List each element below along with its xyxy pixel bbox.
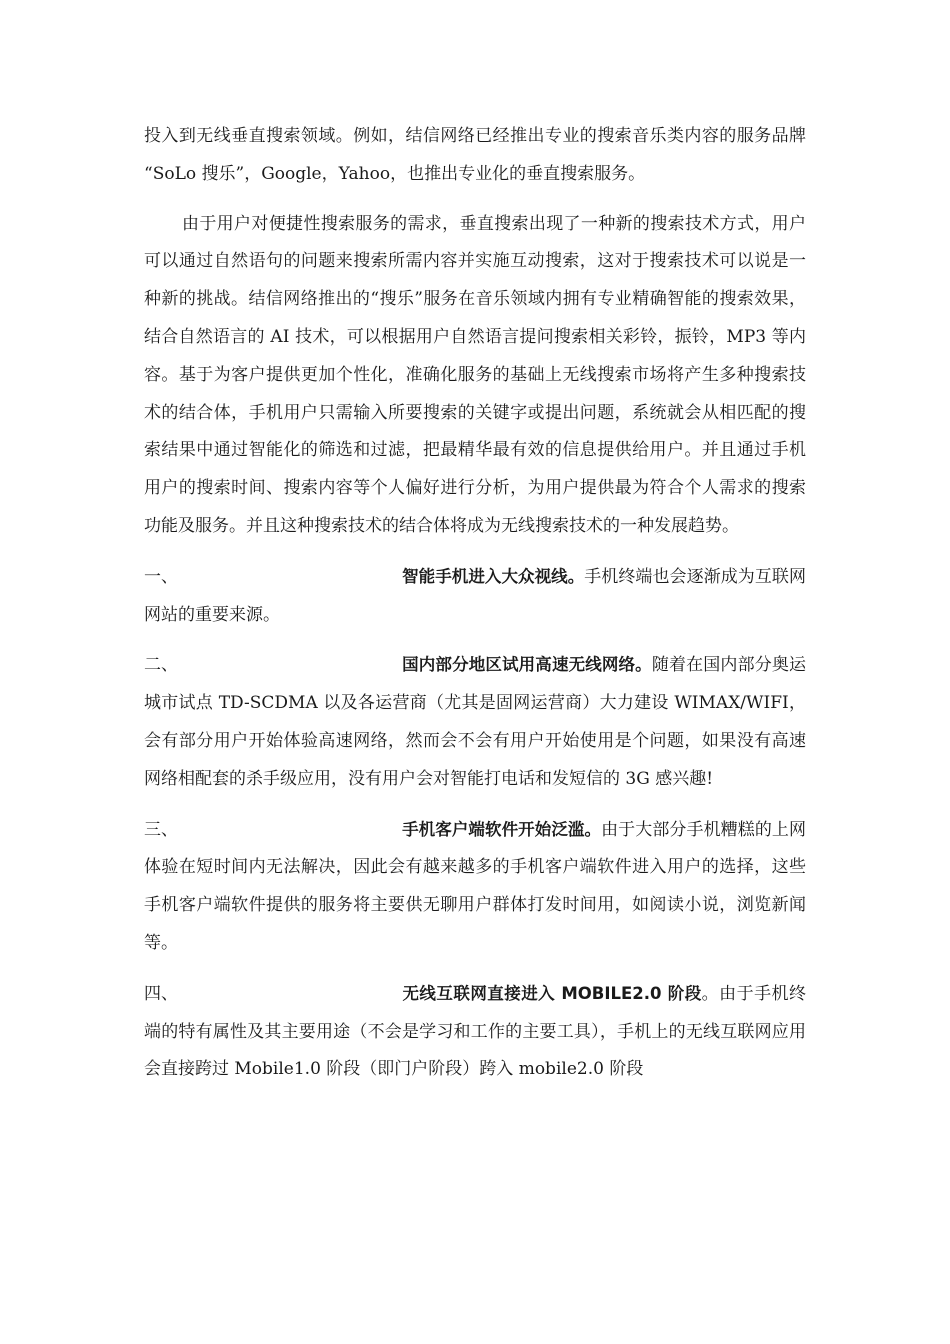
list-item-number: 四、 bbox=[144, 983, 178, 1004]
paragraph-vertical-search: 由于用户对便捷性搜索服务的需求，垂直搜索出现了一种新的搜索技术方式，用户可以通过自然语句的问题来搜索所需内容并实施互动搜索，这对于搜索技术可以说是一种新的挑战。结信网络推出的“搜乐”服务在音乐领域内拥有专业精确智能的搜索效果，结合自然语言的 AI 技术，可以根据用户自然语言提问搜索相关彩铃，振铃，MP3 等内容。基于为客户提供更加个性化，准确化服务的基础上无线搜索市场将产生多种搜索技术的结合体，手机用户只需输入所要搜索的关键字或提出问题，系统就会从相匹配的搜索结果中通过智能化的筛选和过滤，把最精华最有效的信息提供给用户。并且通过手机用户的搜索时间、搜索内容等个人偏好进行分析，为用户提供最为符合个人需求的搜索功能及服务。并且这种搜索技术的结合体将成为无线搜索技术的一种发展趋势。 bbox=[144, 213, 806, 536]
list-item-number: 三、 bbox=[144, 819, 178, 840]
list-item-4 bbox=[144, 975, 806, 1089]
list-item-number: 二、 bbox=[144, 655, 178, 676]
list-item-heading: 无线互联网直接进入 MOBILE2.0 阶段 bbox=[402, 983, 702, 1003]
list-item-body: 。由于手机终端的特有属性及其主要用途（不会是学习和工作的主要工具），手机上的无线互联网应用会直接跨过 Mobile1.0 阶段（即门户阶段）跨入 mobile2.0 阶段 bbox=[144, 983, 806, 1080]
list-item-1 bbox=[144, 558, 806, 635]
list-item-heading: 智能手机进入大众视线。 bbox=[402, 566, 585, 586]
list-item-heading: 国内部分地区试用高速无线网络。 bbox=[402, 655, 652, 675]
list-item-body: 随着在国内部分奥运城市试点 TD-SCDMA 以及各运营商（尤其是固网运营商）大力建设 WIMAX/WIFI，会有部分用户开始体验高速网络，然而会不会有用户开始使用是个问题，如果没有高速网络相配套的杀手级应用，没有用户会对智能打电话和发短信的 3G 感兴趣! bbox=[144, 655, 807, 789]
paragraph-intro-continued: 投入到无线垂直搜索领域。例如，结信网络已经推出专业的搜索音乐类内容的服务品牌 “SoLo 搜乐”，Google，Yahoo，也推出专业化的垂直搜索服务。 bbox=[144, 126, 806, 184]
list-item-body: 手机终端也会逐渐成为互联网网站的重要来源。 bbox=[144, 566, 806, 625]
list-item-number: 一、 bbox=[144, 566, 178, 587]
list-item-2 bbox=[144, 646, 806, 798]
list-item-body: 由于大部分手机糟糕的上网体验在短时间内无法解决，因此会有越来越多的手机客户端软件进入用户的选择，这些手机客户端软件提供的服务将主要供无聊用户群体打发时间用，如阅读小说，浏览新闻等。 bbox=[144, 819, 807, 953]
list-item-heading: 手机客户端软件开始泛滥。 bbox=[402, 819, 602, 839]
document-page bbox=[144, 118, 806, 1101]
list-item-3 bbox=[144, 811, 806, 963]
